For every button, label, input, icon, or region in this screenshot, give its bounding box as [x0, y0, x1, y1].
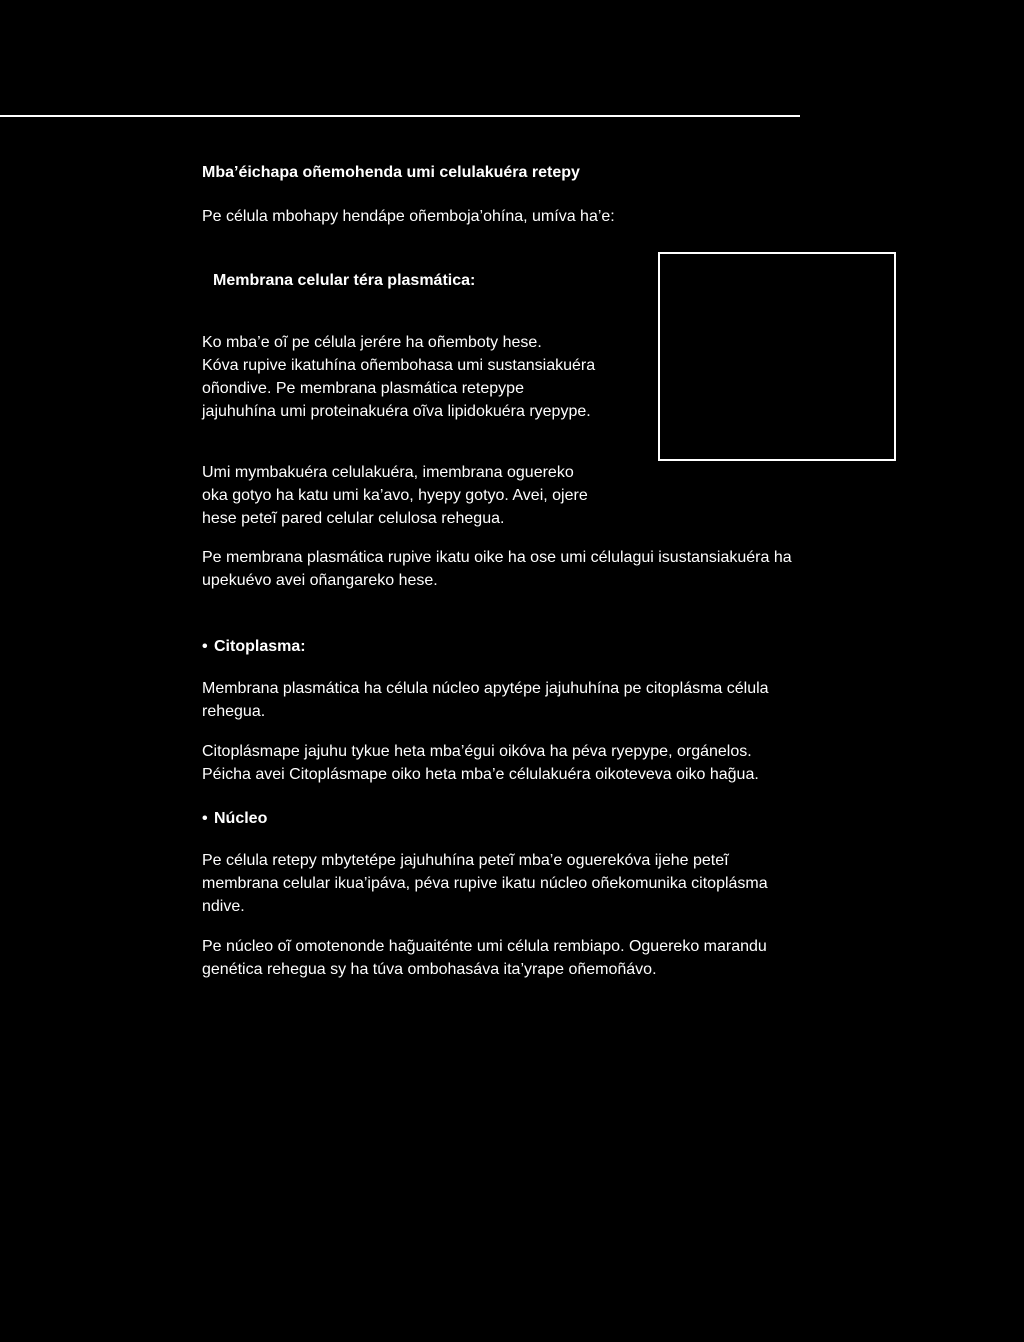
- cytoplasm-heading-row: [202, 635, 306, 658]
- cytoplasm-paragraph-1: [202, 677, 769, 723]
- membrane-paragraph-1: [202, 331, 595, 423]
- membrane-p3-line: upekuévo avei oñangareko hese.: [202, 572, 438, 589]
- cytoplasm-p1-line: Membrana plasmática ha célula núcleo apytépe jajuhuhína pe citoplásma célula: [202, 680, 769, 697]
- membrane-p1-line: oñondive. Pe membrana plasmática retepype: [202, 380, 524, 397]
- membrane-p3-line: Pe membrana plasmática rupive ikatu oike ha ose umi célulagui isustansiakuéra ha: [202, 549, 792, 566]
- membrane-p1-line: Kóva rupive ikatuhína oñembohasa umi sustansiakuéra: [202, 357, 596, 374]
- membrane-p1-line: Ko mba’e oĩ pe célula jerére ha oñemboty hese.: [202, 334, 542, 351]
- membrane-p2-line: Umi mymbakuéra celulakuéra, imembrana oguereko: [202, 464, 574, 481]
- top-rule: [0, 115, 800, 117]
- nucleus-paragraph-1: [202, 849, 768, 918]
- membrane-p1-line: jajuhuhína umi proteinakuéra oĩva lipidokuéra ryepype.: [202, 403, 591, 420]
- nucleus-heading: Núcleo: [214, 810, 268, 827]
- cytoplasm-p2-line: Citoplásmape jajuhu tykue heta mba’égui oikóva ha péva ryepype, orgánelos.: [202, 743, 752, 760]
- nucleus-p1-line: ndive.: [202, 898, 245, 915]
- figure-placeholder: [658, 252, 896, 461]
- nucleus-p1-line: membrana celular ikua’ipáva, péva rupive ikatu núcleo oñekomunika citoplásma: [202, 875, 768, 892]
- nucleus-p2-line: genética rehegua sy ha túva ombohasáva ita’yrape oñemoñávo.: [202, 961, 657, 978]
- membrane-paragraph-3: [202, 546, 792, 592]
- cytoplasm-p1-line: rehegua.: [202, 703, 266, 720]
- intro-text: Pe célula mbohapy hendápe oñemboja’ohína, umíva ha’e:: [202, 208, 615, 225]
- cytoplasm-p2-line: Péicha avei Citoplásmape oiko heta mba’e célulakuéra oikoteveva oiko hag̃ua.: [202, 766, 759, 783]
- nucleus-p2-line: Pe núcleo oĩ omotenonde hag̃uaiténte umi célula rembiapo. Oguereko marandu: [202, 938, 767, 955]
- cytoplasm-heading: Citoplasma:: [214, 638, 306, 655]
- membrane-p2-line: oka gotyo ha katu umi ka’avo, hyepy gotyo. Avei, ojere: [202, 487, 588, 504]
- bullet-icon: •: [202, 638, 208, 655]
- membrane-heading: Membrana celular téra plasmática:: [213, 272, 476, 289]
- page-title: Mba’éichapa oñemohenda umi celulakuéra retepy: [202, 164, 580, 181]
- cytoplasm-paragraph-2: [202, 740, 759, 786]
- nucleus-heading-row: [202, 807, 267, 830]
- bullet-icon: •: [202, 810, 208, 827]
- membrane-paragraph-2: [202, 461, 588, 530]
- nucleus-paragraph-2: [202, 935, 767, 981]
- nucleus-p1-line: Pe célula retepy mbytetépe jajuhuhína peteĩ mba’e oguerekóva ijehe peteĩ: [202, 852, 729, 869]
- membrane-p2-line: hese peteĩ pared celular celulosa rehegua.: [202, 510, 505, 527]
